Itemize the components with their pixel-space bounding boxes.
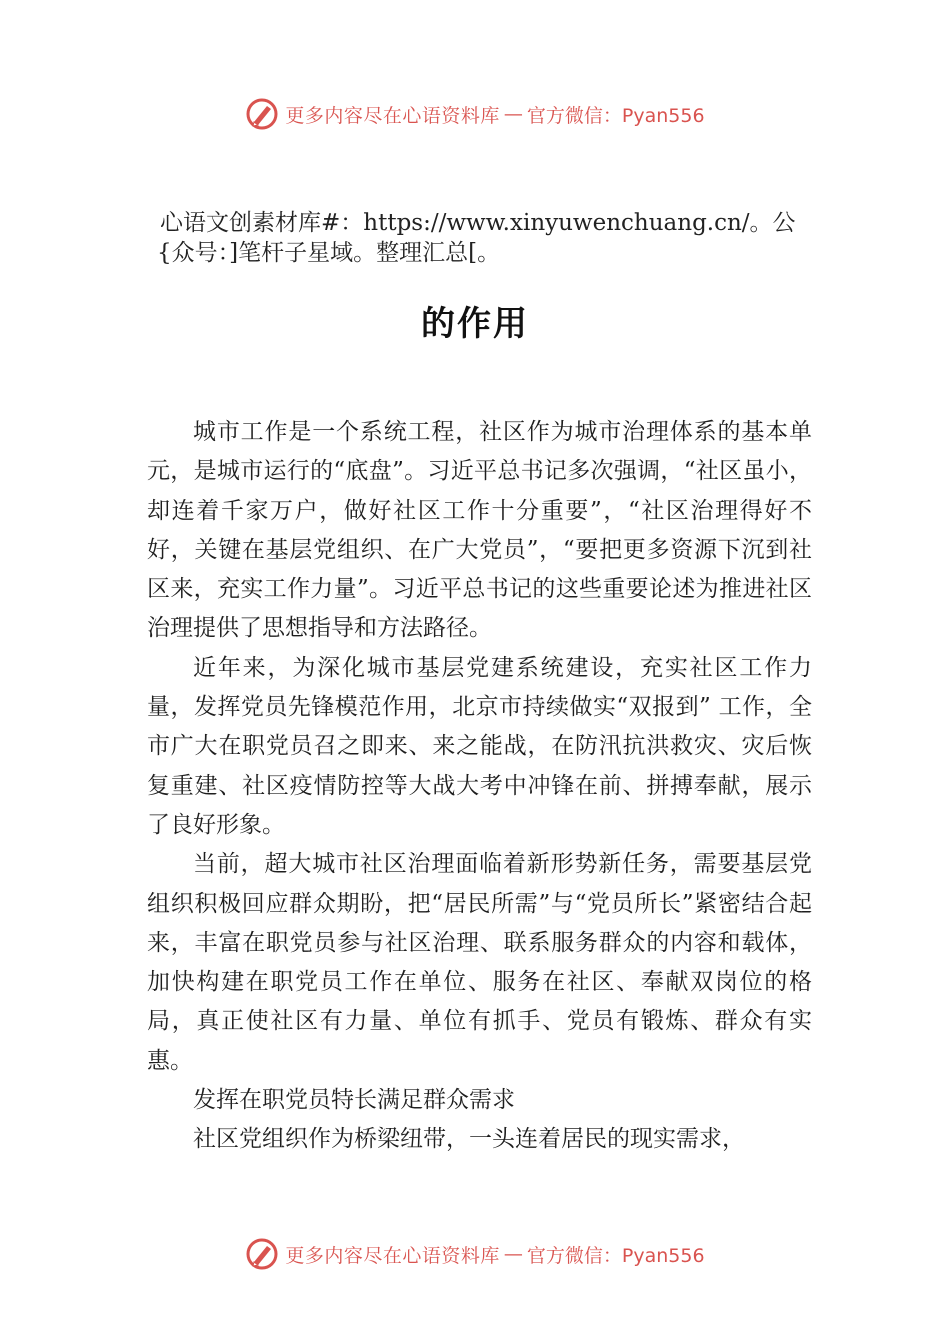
banner-wechat: 官方微信：Pyan556 bbox=[526, 104, 705, 127]
banner-separator: — bbox=[503, 103, 523, 125]
document-body bbox=[147, 413, 812, 1160]
source-note-line-1: 心语文创素材库#：https://www.xinyuwenchuang.cn/。公 bbox=[160, 210, 796, 236]
banner-text: 更多内容尽在心语资料库 bbox=[285, 1244, 500, 1267]
pen-logo-icon bbox=[245, 1237, 279, 1271]
section-heading: 发挥在职党员特长满足群众需求 bbox=[193, 1087, 515, 1114]
source-note bbox=[157, 208, 820, 268]
paragraph: 城市工作是一个系统工程，社区作为城市治理体系的基本单元，是城市运行的“底盘”。习近平总书记多次强调，“社区虽小，却连着千家万户，做好社区工作十分重要”，“社区治理得好不好，关键在基层党组织、在广大党员”，“要把更多资源下沉到社区来，充实工作力量”。习近平总书记的这些重要论述为推进社区治理提供了思想指导和方法路径。 bbox=[147, 419, 812, 642]
pen-logo-icon bbox=[245, 97, 279, 131]
paragraph: 社区党组织作为桥梁纽带，一头连着居民的现实需求， bbox=[193, 1126, 745, 1153]
document-title: 的作用 bbox=[421, 304, 529, 344]
banner-wechat: 官方微信：Pyan556 bbox=[526, 1244, 705, 1267]
paragraph: 当前，超大城市社区治理面临着新形势新任务，需要基层党组织积极回应群众期盼，把“居民所需”与“党员所长”紧密结合起来，丰富在职党员参与社区治理、联系服务群众的内容和载体，加快构建在职党员工作在单位、服务在社区、奉献双岗位的格局，真正使社区有力量、单位有抓手、党员有锻炼、群众有实惠。 bbox=[147, 851, 812, 1074]
source-note-line-2: {众号：]笔杆子星域。整理汇总[。 bbox=[157, 240, 501, 266]
paragraph: 近年来，为深化城市基层党建系统建设，充实社区工作力量，发挥党员先锋模范作用，北京市持续做实“双报到” 工作，全市广大在职党员召之即来、来之能战，在防汛抗洪救灾、灾后恢复重建、社区疫情防控等大战大考中冲锋在前、拼搏奉献，展示了良好形象。 bbox=[147, 654, 812, 838]
header-banner bbox=[0, 94, 950, 134]
footer-banner bbox=[0, 1234, 950, 1274]
banner-separator: — bbox=[503, 1243, 523, 1265]
banner-text: 更多内容尽在心语资料库 bbox=[285, 104, 500, 127]
